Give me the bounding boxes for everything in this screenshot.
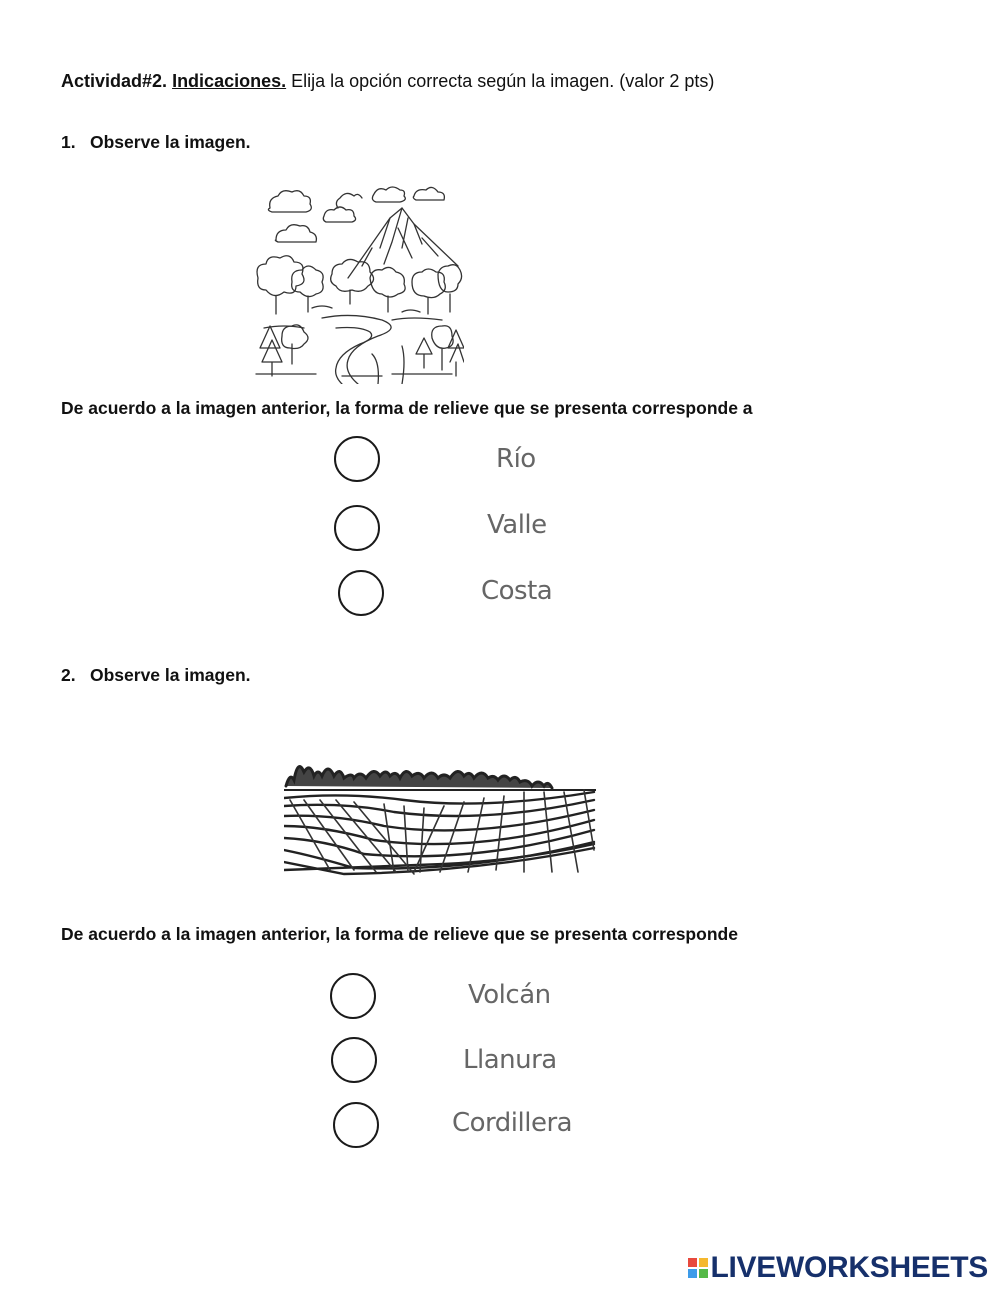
option-costa-label: Costa (481, 576, 553, 606)
liveworksheets-logo-icon (688, 1258, 708, 1278)
logo-square-blue (688, 1269, 697, 1278)
option-volcan-radio[interactable] (330, 973, 376, 1019)
option-valle-radio[interactable] (334, 505, 380, 551)
logo-square-red (688, 1258, 697, 1267)
question-heading-text: Observe la imagen. (90, 665, 251, 685)
question-2-prompt: De acuerdo a la imagen anterior, la forma de relieve que se presenta corresponde (61, 924, 738, 944)
option-llanura-radio[interactable] (331, 1037, 377, 1083)
question-number: 2. (61, 665, 76, 685)
activity-instructions (61, 71, 714, 92)
option-rio-radio[interactable] (334, 436, 380, 482)
question-heading-text: Observe la imagen. (90, 132, 251, 152)
liveworksheets-logo (688, 1253, 989, 1283)
option-cordillera-radio[interactable] (333, 1102, 379, 1148)
valley-landscape-image (252, 178, 464, 384)
indications-label: Indicaciones. (172, 71, 287, 91)
option-llanura-label: Llanura (463, 1045, 557, 1075)
option-rio-label: Río (496, 444, 536, 474)
logo-square-yellow (699, 1258, 708, 1267)
question-1-heading (61, 132, 251, 153)
option-cordillera-label: Cordillera (452, 1108, 573, 1138)
option-costa-radio[interactable] (338, 570, 384, 616)
plain-landscape-image (284, 746, 596, 876)
liveworksheets-brand: LIVEWORKSHEETS (710, 1251, 988, 1284)
question-1-prompt: De acuerdo a la imagen anterior, la forma de relieve que se presenta corresponde a (61, 398, 753, 418)
instructions-text: Elija la opción correcta según la imagen. (valor 2 pts) (291, 71, 715, 91)
option-valle-label: Valle (487, 510, 547, 540)
option-volcan-label: Volcán (468, 980, 551, 1010)
logo-square-green (699, 1269, 708, 1278)
question-number: 1. (61, 132, 76, 152)
activity-label: Actividad#2. (61, 71, 168, 91)
question-2-heading (61, 665, 251, 686)
